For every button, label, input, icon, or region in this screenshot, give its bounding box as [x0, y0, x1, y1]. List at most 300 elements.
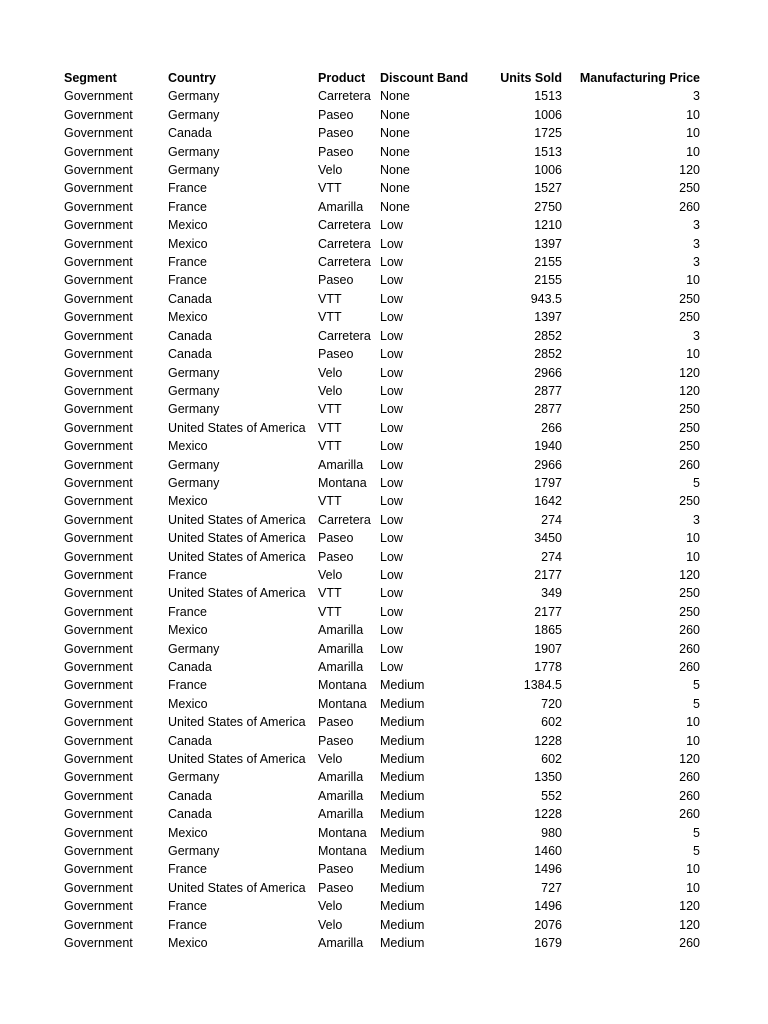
cell-manufacturing-price: 10	[686, 144, 700, 159]
cell-country: Germany	[168, 383, 220, 398]
table-row	[64, 584, 700, 602]
cell-segment: Government	[64, 310, 133, 325]
cell-product: Paseo	[318, 107, 354, 122]
cell-manufacturing-price: 120	[679, 917, 700, 932]
cell-segment: Government	[64, 531, 133, 546]
cell-segment: Government	[64, 439, 133, 454]
cell-product: Carretera	[318, 89, 371, 104]
cell-manufacturing-price: 10	[686, 715, 700, 730]
table-row	[64, 382, 700, 400]
table-row	[64, 676, 700, 694]
cell-country: United States of America	[168, 752, 306, 767]
cell-manufacturing-price: 10	[686, 126, 700, 141]
cell-discount-band: Low	[380, 365, 403, 380]
cell-units-sold: 2877	[534, 402, 562, 417]
cell-segment: Government	[64, 383, 133, 398]
cell-product: VTT	[318, 586, 342, 601]
cell-units-sold: 602	[541, 752, 562, 767]
cell-country: Germany	[168, 163, 220, 178]
cell-country: United States of America	[168, 549, 306, 564]
cell-units-sold: 1496	[534, 862, 562, 877]
cell-discount-band: Low	[380, 641, 403, 656]
cell-country: Germany	[168, 144, 220, 159]
cell-units-sold: 552	[541, 788, 562, 803]
cell-manufacturing-price: 260	[679, 936, 700, 951]
table-row	[64, 934, 700, 952]
table-row	[64, 511, 700, 529]
cell-manufacturing-price: 10	[686, 549, 700, 564]
cell-segment: Government	[64, 199, 133, 214]
cell-segment: Government	[64, 752, 133, 767]
cell-product: Paseo	[318, 126, 354, 141]
table-row	[64, 143, 700, 161]
cell-country: Mexico	[168, 439, 208, 454]
cell-country: Germany	[168, 457, 220, 472]
table-row	[64, 106, 700, 124]
table-row	[64, 474, 700, 492]
table-row	[64, 750, 700, 768]
cell-segment: Government	[64, 494, 133, 509]
cell-units-sold: 1397	[534, 236, 562, 251]
table-row	[64, 658, 700, 676]
cell-country: Canada	[168, 788, 212, 803]
cell-product: Carretera	[318, 512, 371, 527]
cell-segment: Government	[64, 936, 133, 951]
cell-units-sold: 1797	[534, 475, 562, 490]
table-row	[64, 548, 700, 566]
table-row	[64, 419, 700, 437]
cell-manufacturing-price: 250	[679, 439, 700, 454]
cell-discount-band: Low	[380, 660, 403, 674]
cell-product: Paseo	[318, 880, 354, 895]
cell-product: VTT	[318, 439, 342, 454]
cell-units-sold: 602	[541, 715, 562, 730]
cell-segment: Government	[64, 457, 133, 472]
cell-product: Velo	[318, 383, 343, 398]
table-row	[64, 916, 700, 934]
cell-product: Velo	[318, 899, 343, 914]
cell-segment: Government	[64, 218, 133, 233]
cell-units-sold: 2155	[534, 273, 562, 288]
cell-units-sold: 980	[541, 825, 562, 840]
cell-country: Canada	[168, 807, 212, 822]
cell-product: Amarilla	[318, 807, 364, 822]
cell-units-sold: 2177	[534, 567, 562, 582]
cell-manufacturing-price: 5	[693, 678, 700, 693]
cell-units-sold: 2966	[534, 365, 562, 380]
cell-segment: Government	[64, 788, 133, 803]
cell-units-sold: 2177	[534, 604, 562, 619]
cell-manufacturing-price: 10	[686, 733, 700, 748]
cell-discount-band: Low	[380, 347, 403, 362]
cell-discount-band: None	[380, 126, 410, 141]
cell-segment: Government	[64, 715, 133, 730]
cell-units-sold: 349	[541, 586, 562, 601]
cell-discount-band: Medium	[380, 678, 425, 693]
cell-country: Mexico	[168, 218, 208, 233]
cell-product: Paseo	[318, 531, 354, 546]
table-row	[64, 897, 700, 915]
cell-discount-band: Low	[380, 328, 403, 343]
cell-country: Germany	[168, 402, 220, 417]
cell-manufacturing-price: 10	[686, 273, 700, 288]
cell-manufacturing-price: 120	[679, 365, 700, 380]
cell-discount-band: Medium	[380, 788, 425, 803]
cell-segment: Government	[64, 126, 133, 141]
cell-units-sold: 727	[541, 880, 562, 895]
cell-discount-band: None	[380, 199, 410, 214]
cell-product: Velo	[318, 567, 343, 582]
cell-units-sold: 1513	[534, 144, 562, 159]
cell-units-sold: 1865	[534, 623, 562, 638]
cell-country: Germany	[168, 641, 220, 656]
cell-manufacturing-price: 250	[679, 586, 700, 601]
cell-discount-band: Low	[380, 310, 403, 325]
cell-country: France	[168, 255, 207, 270]
cell-country: Germany	[168, 770, 220, 785]
cell-segment: Government	[64, 420, 133, 435]
cell-country: United States of America	[168, 531, 306, 546]
cell-units-sold: 1006	[534, 163, 562, 178]
cell-product: Montana	[318, 678, 367, 693]
table-row	[64, 253, 700, 271]
spreadsheet-printout	[64, 69, 700, 953]
cell-segment: Government	[64, 89, 133, 104]
cell-segment: Government	[64, 291, 133, 306]
cell-segment: Government	[64, 825, 133, 840]
cell-country: France	[168, 862, 207, 877]
cell-country: France	[168, 917, 207, 932]
cell-units-sold: 2852	[534, 347, 562, 362]
cell-manufacturing-price: 250	[679, 494, 700, 509]
cell-country: Canada	[168, 126, 212, 141]
cell-discount-band: Low	[380, 512, 403, 527]
cell-country: Mexico	[168, 696, 208, 711]
cell-units-sold: 1642	[534, 494, 562, 509]
cell-manufacturing-price: 5	[693, 844, 700, 859]
cell-manufacturing-price: 120	[679, 163, 700, 178]
cell-product: VTT	[318, 494, 342, 509]
cell-segment: Government	[64, 328, 133, 343]
cell-product: Paseo	[318, 273, 354, 288]
cell-country: France	[168, 199, 207, 214]
cell-units-sold: 1907	[534, 641, 562, 656]
cell-discount-band: None	[380, 107, 410, 122]
cell-product: VTT	[318, 181, 342, 196]
cell-units-sold: 1228	[534, 733, 562, 748]
header-units-sold: Units Sold	[500, 71, 562, 85]
cell-country: Mexico	[168, 310, 208, 325]
cell-discount-band: None	[380, 144, 410, 159]
cell-product: Carretera	[318, 218, 371, 233]
cell-units-sold: 943.5	[530, 291, 562, 306]
table-row	[64, 124, 700, 142]
cell-discount-band: Medium	[380, 844, 425, 859]
cell-product: Paseo	[318, 549, 354, 564]
cell-units-sold: 1778	[534, 660, 562, 674]
cell-country: Canada	[168, 328, 212, 343]
cell-manufacturing-price: 10	[686, 107, 700, 122]
cell-discount-band: Medium	[380, 752, 425, 767]
cell-discount-band: Low	[380, 255, 403, 270]
table-row	[64, 87, 700, 105]
table-row	[64, 879, 700, 897]
cell-segment: Government	[64, 181, 133, 196]
cell-discount-band: Medium	[380, 936, 425, 951]
cell-units-sold: 1384.5	[523, 678, 562, 693]
cell-discount-band: Low	[380, 273, 403, 288]
cell-discount-band: Low	[380, 218, 403, 233]
cell-country: Germany	[168, 844, 220, 859]
cell-product: Carretera	[318, 236, 371, 251]
cell-discount-band: Low	[380, 383, 403, 398]
cell-manufacturing-price: 260	[679, 770, 700, 785]
cell-units-sold: 1679	[534, 936, 562, 951]
cell-units-sold: 1460	[534, 844, 562, 859]
cell-country: France	[168, 181, 207, 196]
cell-manufacturing-price: 250	[679, 310, 700, 325]
cell-country: Mexico	[168, 236, 208, 251]
cell-product: Paseo	[318, 144, 354, 159]
cell-country: United States of America	[168, 512, 306, 527]
cell-segment: Government	[64, 236, 133, 251]
header-country: Country	[168, 71, 216, 85]
table-row	[64, 290, 700, 308]
cell-product: Paseo	[318, 862, 354, 877]
table-row	[64, 566, 700, 584]
cell-product: Amarilla	[318, 641, 364, 656]
cell-manufacturing-price: 3	[693, 328, 700, 343]
cell-segment: Government	[64, 347, 133, 362]
cell-units-sold: 1527	[534, 181, 562, 196]
cell-manufacturing-price: 5	[693, 475, 700, 490]
table-row	[64, 364, 700, 382]
cell-segment: Government	[64, 273, 133, 288]
cell-country: Mexico	[168, 936, 208, 951]
cell-segment: Government	[64, 402, 133, 417]
cell-country: Mexico	[168, 623, 208, 638]
cell-country: Germany	[168, 365, 220, 380]
cell-discount-band: Medium	[380, 880, 425, 895]
cell-segment: Government	[64, 899, 133, 914]
table-row	[64, 621, 700, 639]
header-manufacturing-price: Manufacturing Price	[579, 71, 700, 85]
cell-discount-band: Low	[380, 420, 403, 435]
cell-manufacturing-price: 10	[686, 347, 700, 362]
cell-units-sold: 1940	[534, 439, 562, 454]
cell-product: VTT	[318, 420, 342, 435]
cell-country: Germany	[168, 475, 220, 490]
cell-units-sold: 1350	[534, 770, 562, 785]
cell-discount-band: Low	[380, 623, 403, 638]
cell-product: Velo	[318, 752, 343, 767]
cell-manufacturing-price: 3	[693, 89, 700, 104]
cell-segment: Government	[64, 660, 133, 674]
cell-discount-band: Low	[380, 567, 403, 582]
cell-country: France	[168, 567, 207, 582]
cell-discount-band: None	[380, 89, 410, 104]
cell-country: France	[168, 273, 207, 288]
table-row	[64, 842, 700, 860]
table-row	[64, 787, 700, 805]
cell-manufacturing-price: 250	[679, 402, 700, 417]
cell-product: VTT	[318, 291, 342, 306]
cell-units-sold: 1006	[534, 107, 562, 122]
cell-segment: Government	[64, 623, 133, 638]
cell-manufacturing-price: 120	[679, 567, 700, 582]
cell-segment: Government	[64, 549, 133, 564]
cell-units-sold: 2076	[534, 917, 562, 932]
cell-manufacturing-price: 5	[693, 696, 700, 711]
cell-product: Amarilla	[318, 623, 364, 638]
table-row	[64, 603, 700, 621]
cell-discount-band: Low	[380, 439, 403, 454]
cell-segment: Government	[64, 844, 133, 859]
table-row	[64, 400, 700, 418]
cell-discount-band: Medium	[380, 715, 425, 730]
cell-product: Amarilla	[318, 457, 364, 472]
cell-discount-band: Medium	[380, 899, 425, 914]
cell-units-sold: 266	[541, 420, 562, 435]
cell-discount-band: Low	[380, 604, 403, 619]
cell-units-sold: 3450	[534, 531, 562, 546]
cell-country: France	[168, 899, 207, 914]
cell-segment: Government	[64, 512, 133, 527]
cell-discount-band: Low	[380, 475, 403, 490]
table-row	[64, 529, 700, 547]
cell-country: Mexico	[168, 825, 208, 840]
cell-manufacturing-price: 5	[693, 825, 700, 840]
table-row	[64, 695, 700, 713]
cell-units-sold: 1228	[534, 807, 562, 822]
table-row	[64, 492, 700, 510]
cell-manufacturing-price: 260	[679, 199, 700, 214]
cell-manufacturing-price: 3	[693, 255, 700, 270]
cell-manufacturing-price: 10	[686, 531, 700, 546]
cell-product: Amarilla	[318, 770, 364, 785]
cell-discount-band: Low	[380, 586, 403, 601]
cell-segment: Government	[64, 770, 133, 785]
cell-segment: Government	[64, 678, 133, 693]
cell-units-sold: 1397	[534, 310, 562, 325]
header-row	[64, 69, 700, 87]
cell-discount-band: Low	[380, 291, 403, 306]
table-body	[64, 87, 700, 952]
cell-segment: Government	[64, 862, 133, 877]
cell-units-sold: 1496	[534, 899, 562, 914]
cell-product: Montana	[318, 696, 367, 711]
cell-units-sold: 274	[541, 512, 562, 527]
cell-segment: Government	[64, 586, 133, 601]
cell-discount-band: Low	[380, 457, 403, 472]
cell-segment: Government	[64, 733, 133, 748]
cell-manufacturing-price: 250	[679, 291, 700, 306]
table-row	[64, 198, 700, 216]
cell-product: Velo	[318, 365, 343, 380]
cell-segment: Government	[64, 163, 133, 178]
cell-units-sold: 720	[541, 696, 562, 711]
cell-discount-band: Medium	[380, 825, 425, 840]
cell-units-sold: 274	[541, 549, 562, 564]
cell-country: Canada	[168, 733, 212, 748]
cell-product: Paseo	[318, 733, 354, 748]
cell-manufacturing-price: 260	[679, 788, 700, 803]
table-row	[64, 235, 700, 253]
cell-discount-band: Low	[380, 236, 403, 251]
cell-manufacturing-price: 10	[686, 862, 700, 877]
cell-segment: Government	[64, 880, 133, 895]
table-row	[64, 732, 700, 750]
cell-segment: Government	[64, 144, 133, 159]
cell-segment: Government	[64, 475, 133, 490]
cell-discount-band: Low	[380, 531, 403, 546]
cell-discount-band: Medium	[380, 807, 425, 822]
table-row	[64, 805, 700, 823]
cell-units-sold: 1513	[534, 89, 562, 104]
cell-product: Amarilla	[318, 788, 364, 803]
cell-country: France	[168, 604, 207, 619]
table-row	[64, 640, 700, 658]
cell-discount-band: Medium	[380, 770, 425, 785]
cell-discount-band: Medium	[380, 862, 425, 877]
table-row	[64, 271, 700, 289]
cell-product: Amarilla	[318, 660, 364, 674]
cell-product: VTT	[318, 402, 342, 417]
cell-country: Mexico	[168, 494, 208, 509]
cell-product: Amarilla	[318, 936, 364, 951]
cell-manufacturing-price: 120	[679, 383, 700, 398]
cell-manufacturing-price: 10	[686, 880, 700, 895]
cell-country: Canada	[168, 660, 212, 674]
cell-units-sold: 2750	[534, 199, 562, 214]
cell-product: Velo	[318, 163, 343, 178]
cell-country: Germany	[168, 89, 220, 104]
cell-discount-band: Medium	[380, 917, 425, 932]
cell-discount-band: Medium	[380, 733, 425, 748]
table-row	[64, 345, 700, 363]
cell-country: United States of America	[168, 715, 306, 730]
cell-segment: Government	[64, 107, 133, 122]
cell-segment: Government	[64, 807, 133, 822]
cell-discount-band: None	[380, 181, 410, 196]
table-row	[64, 161, 700, 179]
cell-product: Carretera	[318, 255, 371, 270]
cell-country: Canada	[168, 347, 212, 362]
cell-country: France	[168, 678, 207, 693]
cell-product: VTT	[318, 310, 342, 325]
table-row	[64, 327, 700, 345]
cell-manufacturing-price: 120	[679, 899, 700, 914]
cell-segment: Government	[64, 696, 133, 711]
cell-units-sold: 2877	[534, 383, 562, 398]
cell-product: Carretera	[318, 328, 371, 343]
cell-manufacturing-price: 250	[679, 181, 700, 196]
cell-units-sold: 1210	[534, 218, 562, 233]
cell-manufacturing-price: 250	[679, 604, 700, 619]
cell-manufacturing-price: 260	[679, 807, 700, 822]
cell-product: Velo	[318, 917, 343, 932]
cell-manufacturing-price: 260	[679, 660, 700, 674]
cell-units-sold: 2966	[534, 457, 562, 472]
cell-manufacturing-price: 260	[679, 457, 700, 472]
cell-product: Montana	[318, 844, 367, 859]
table-row	[64, 768, 700, 786]
header-product: Product	[318, 71, 366, 85]
table-row	[64, 216, 700, 234]
cell-product: Montana	[318, 825, 367, 840]
table-row	[64, 179, 700, 197]
table-row	[64, 824, 700, 842]
